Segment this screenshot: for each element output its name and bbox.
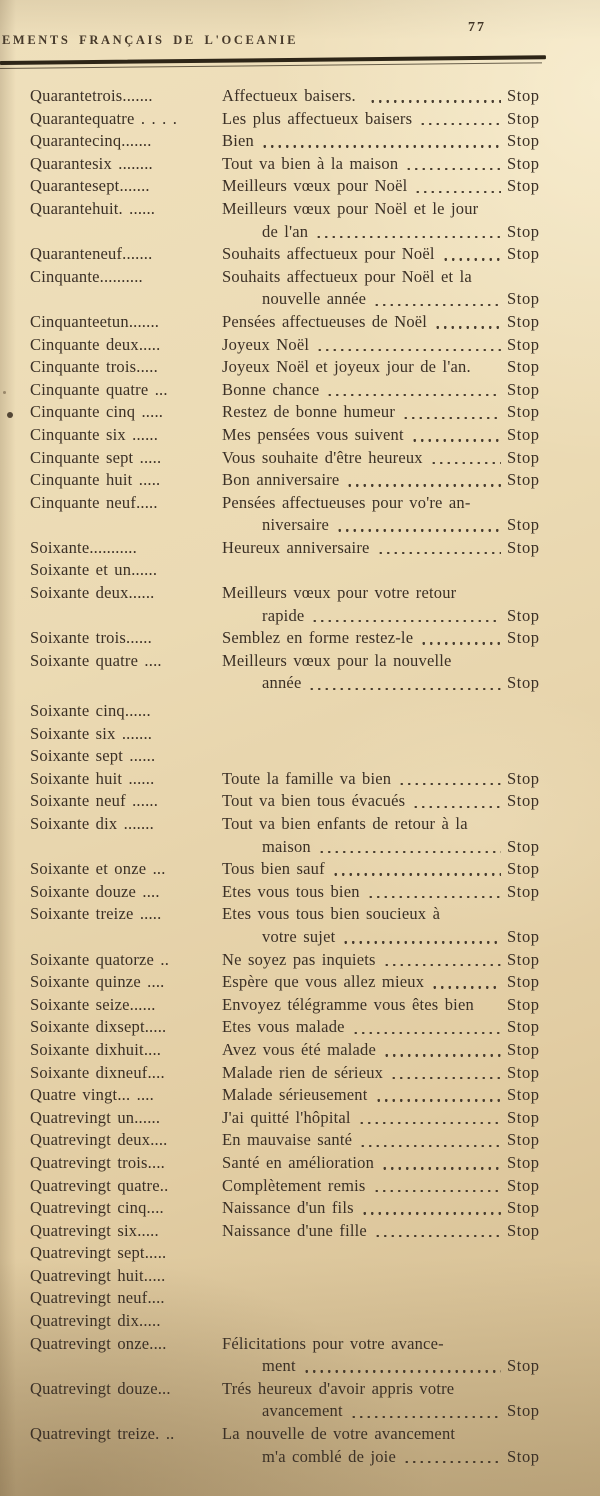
table-row — [30, 583, 552, 606]
message-text: m'a comblé de joie — [262, 1446, 396, 1466]
stop-label: Stop — [507, 1152, 540, 1172]
message-text: Etes vous malade — [222, 1017, 345, 1037]
code-phrase: Quatrevingt huit..... — [30, 1265, 166, 1285]
code-phrase: Quaranteneuf....... — [30, 244, 153, 264]
code-phrase: Quatrevingt trois.... — [30, 1152, 165, 1172]
code-phrase: Soixante et un...... — [30, 560, 158, 580]
stop-label: Stop — [507, 1107, 540, 1127]
table-row — [30, 724, 552, 747]
code-phrase: Quatrevingt douze... — [30, 1378, 171, 1398]
dot-leader — [369, 100, 501, 102]
table-row — [30, 1288, 552, 1311]
table-row — [30, 402, 552, 425]
ink-speck — [7, 412, 13, 418]
table-row-continuation — [30, 606, 552, 629]
table-row — [30, 312, 552, 335]
code-phrase: Soixante six ....... — [30, 723, 153, 743]
stop-label: Stop — [507, 515, 540, 535]
table-row — [30, 109, 552, 132]
code-phrase: Quarantequatre . . . . — [30, 108, 178, 128]
message-text: Etes vous tous bien — [222, 881, 360, 901]
code-phrase: Quarantetrois....... — [30, 86, 153, 105]
code-phrase: Cinquante trois..... — [30, 357, 158, 377]
message-text: avancement — [262, 1401, 343, 1421]
code-phrase: Quatrevingt neuf.... — [30, 1288, 165, 1308]
dot-leader — [326, 394, 501, 396]
code-phrase: Quatrevingt cinq.... — [30, 1198, 164, 1218]
dot-leader — [373, 304, 501, 306]
dot-leader — [420, 642, 501, 644]
stop-label: Stop — [507, 1062, 540, 1082]
table-row-continuation — [30, 927, 552, 950]
message-text: Naissance d'un fils — [222, 1198, 354, 1218]
code-phrase: Quatrevingt un...... — [30, 1107, 161, 1127]
dot-leader — [346, 484, 501, 486]
stop-label: Stop — [507, 244, 540, 264]
message-text: Les plus affectueux baisers — [222, 108, 413, 128]
stop-label: Stop — [507, 836, 540, 856]
stop-label: Stop — [507, 881, 540, 901]
table-row — [30, 882, 552, 905]
code-phrase: Cinquante deux..... — [30, 334, 161, 354]
code-phrase: Soixante neuf ...... — [30, 791, 159, 811]
stop-label: Stop — [507, 176, 540, 196]
table-row — [30, 448, 552, 471]
message-text: votre sujet — [262, 926, 336, 946]
message-text: Tout va bien enfants de retour à la — [222, 814, 468, 833]
ink-speck — [3, 391, 6, 394]
message-text: Restez de bonne humeur — [222, 402, 396, 422]
message-text: Bon anniversaire — [222, 470, 340, 490]
table-row — [30, 425, 552, 448]
message-text: ment — [262, 1356, 296, 1376]
dot-leader — [358, 1122, 501, 1124]
stop-label: Stop — [507, 537, 540, 557]
table-row — [30, 651, 552, 674]
dot-leader — [430, 462, 501, 464]
code-phrase: Cinquante sept ..... — [30, 447, 162, 467]
stop-label: Stop — [507, 791, 540, 811]
dot-leader — [352, 1032, 501, 1034]
table-row — [30, 1243, 552, 1266]
message-text: Naissance d'une fille — [222, 1220, 367, 1240]
message-text: Envoyez télégramme vous êtes bien — [222, 994, 474, 1014]
table-row — [30, 791, 552, 814]
stop-label: Stop — [507, 108, 540, 128]
message-text: nouvelle année — [262, 289, 367, 309]
code-phrase: Quatrevingt quatre.. — [30, 1175, 169, 1195]
message-text: Félicitations pour votre avance- — [222, 1333, 444, 1353]
stop-label: Stop — [507, 859, 540, 879]
table-row — [30, 1221, 552, 1244]
table-row-continuation — [30, 1356, 552, 1379]
stop-label: Stop — [507, 1446, 540, 1466]
message-text: Vous souhaite d'être heureux — [222, 447, 423, 467]
table-row — [30, 470, 552, 493]
message-text: Pensées affectueuses pour vo're an- — [222, 492, 471, 512]
dot-leader — [414, 191, 501, 193]
message-text: Malade sérieusement — [222, 1085, 368, 1105]
table-row — [30, 746, 552, 769]
page-number: 77 — [468, 20, 486, 35]
table-row — [30, 1266, 552, 1289]
stop-label: Stop — [507, 1356, 540, 1376]
dot-leader — [367, 896, 501, 898]
message-text: Santé en amélioration — [222, 1152, 375, 1172]
code-phrase: Quatrevingt deux.... — [30, 1130, 168, 1150]
code-phrase: Cinquante six ...... — [30, 424, 159, 444]
dot-leader — [411, 439, 501, 441]
stop-label: Stop — [507, 86, 540, 105]
message-text: Tous bien sauf — [222, 859, 325, 879]
code-phrase: Quatre vingt... .... — [30, 1085, 154, 1105]
stop-label: Stop — [507, 605, 540, 625]
table-row-continuation — [30, 1401, 552, 1424]
code-phrase: Cinquante huit ..... — [30, 470, 161, 490]
table-row — [30, 701, 552, 724]
dot-leader — [412, 806, 501, 808]
table-row — [30, 1017, 552, 1040]
message-text: Mes pensées vous suivent — [222, 424, 404, 444]
dot-leader — [303, 1370, 501, 1372]
dot-leader — [311, 620, 501, 622]
table-row — [30, 267, 552, 290]
stop-label: Stop — [507, 311, 540, 331]
table-row — [30, 1424, 552, 1447]
table-row — [30, 1063, 552, 1086]
message-text: niversaire — [262, 515, 330, 535]
stop-label: Stop — [507, 1401, 540, 1421]
stop-label: Stop — [507, 131, 540, 151]
message-text: Souhaits affectueux pour Noël — [222, 244, 435, 264]
stop-label: Stop — [507, 1017, 540, 1037]
table-row-continuation — [30, 673, 552, 696]
table-row — [30, 86, 552, 109]
table-row — [30, 493, 552, 516]
code-phrase: Quarantecinq....... — [30, 131, 152, 151]
dot-leader — [434, 326, 501, 328]
table-row-continuation — [30, 515, 552, 538]
message-text: maison — [262, 836, 311, 856]
dot-leader — [383, 1054, 501, 1056]
message-text: La nouvelle de votre avancement — [222, 1424, 456, 1444]
stop-label: Stop — [507, 402, 540, 422]
dot-leader — [316, 349, 501, 351]
code-phrase: Quatrevingt sept..... — [30, 1243, 167, 1263]
table-row — [30, 1108, 552, 1131]
dot-leader — [402, 417, 501, 419]
code-phrase: Soixante et onze ... — [30, 859, 166, 879]
message-text: Meilleurs vœux pour Noël et le jour — [222, 198, 479, 218]
stop-label: Stop — [507, 949, 540, 969]
code-phrase: Cinquante neuf..... — [30, 492, 158, 512]
table-row — [30, 1176, 552, 1199]
code-phrase: Quatrevingt onze.... — [30, 1333, 167, 1353]
code-phrase: Soixante huit ...... — [30, 768, 155, 788]
table-row-continuation — [30, 1447, 552, 1470]
stop-label: Stop — [507, 972, 540, 992]
dot-leader — [373, 1190, 501, 1192]
table-row — [30, 335, 552, 358]
message-text: Souhaits affectueux pour Noël et la — [222, 266, 472, 286]
table-row — [30, 1085, 552, 1108]
message-text: Ne soyez pas inquiets — [222, 949, 376, 969]
message-text: rapide — [262, 605, 305, 625]
message-text: Malade rien de sérieux — [222, 1062, 384, 1082]
table-row — [30, 769, 552, 792]
code-phrase: Soixante douze .... — [30, 881, 160, 901]
running-title: EMENTS FRANÇAIS DE L'OCEANIE — [2, 33, 299, 47]
table-row — [30, 380, 552, 403]
table-row — [30, 199, 552, 222]
dot-leader — [377, 552, 501, 554]
dot-leader — [381, 1167, 501, 1169]
message-text: Heureux anniversaire — [222, 537, 370, 557]
message-text: Meilleurs vœux pour Noël — [222, 176, 408, 196]
dot-leader — [332, 873, 501, 875]
code-phrase: Quarantehuit. ...... — [30, 198, 156, 218]
code-phrase: Soixante dixsept..... — [30, 1017, 167, 1037]
table-row — [30, 538, 552, 561]
table-row — [30, 1153, 552, 1176]
stop-label: Stop — [507, 1220, 540, 1240]
table-row — [30, 904, 552, 927]
dot-leader — [350, 1416, 501, 1418]
code-phrase: Quarantesept....... — [30, 176, 150, 196]
table-row — [30, 1334, 552, 1357]
table-row — [30, 628, 552, 651]
message-text: Pensées affectueuses de Noël — [222, 311, 428, 331]
message-text: Toute la famille va bien — [222, 768, 392, 788]
message-text: de l'an — [262, 221, 309, 241]
code-phrase: Quatrevingt dix..... — [30, 1311, 161, 1331]
message-text: J'ai quitté l'hôpital — [222, 1107, 351, 1127]
stop-label: Stop — [507, 1085, 540, 1105]
stop-label: Stop — [507, 470, 540, 490]
table-row-continuation — [30, 289, 552, 312]
message-text: Etes vous tous bien soucieux à — [222, 904, 441, 924]
stop-label: Stop — [507, 994, 540, 1014]
code-phrase: Soixante........... — [30, 537, 137, 557]
stop-label: Stop — [507, 673, 540, 693]
dot-leader — [442, 258, 501, 260]
message-text: année — [262, 673, 302, 693]
code-phrase: Soixante deux...... — [30, 583, 155, 603]
stop-label: Stop — [507, 628, 540, 648]
code-phrase: Quatrevingt six..... — [30, 1220, 159, 1240]
message-text: Complètement remis — [222, 1175, 366, 1195]
table-row — [30, 154, 552, 177]
dot-leader — [318, 851, 501, 853]
code-phrase: Cinquante.......... — [30, 266, 143, 286]
code-phrase: Soixante sept ...... — [30, 746, 156, 766]
stop-label: Stop — [507, 926, 540, 946]
dot-leader — [398, 783, 501, 785]
message-text: Tout va bien tous évacués — [222, 791, 406, 811]
table-row — [30, 859, 552, 882]
table-row — [30, 560, 552, 583]
table-row — [30, 131, 552, 154]
table-row — [30, 995, 552, 1018]
code-phrase: Soixante dixhuit.... — [30, 1039, 162, 1059]
code-phrase: Quatrevingt treize. .. — [30, 1424, 175, 1444]
table-row — [30, 244, 552, 267]
table-row — [30, 950, 552, 973]
message-text: En mauvaise santé — [222, 1130, 353, 1150]
dot-leader — [431, 986, 501, 988]
telegraph-code-table — [30, 86, 552, 1469]
table-row — [30, 814, 552, 837]
stop-label: Stop — [507, 357, 540, 377]
message-text: Affectueux baisers. — [222, 86, 363, 105]
message-text: Trés heureux d'avoir appris votre — [222, 1378, 455, 1398]
code-phrase: Soixante quatorze .. — [30, 949, 170, 969]
table-row — [30, 357, 552, 380]
dot-leader — [403, 1461, 501, 1463]
message-text: Espère que vous allez mieux — [222, 972, 425, 992]
code-phrase: Soixante cinq...... — [30, 701, 151, 721]
table-row — [30, 972, 552, 995]
stop-label: Stop — [507, 1130, 540, 1150]
stop-label: Stop — [507, 1175, 540, 1195]
stop-label: Stop — [507, 379, 540, 399]
dot-leader — [261, 145, 501, 147]
stop-label: Stop — [507, 1039, 540, 1059]
stop-label: Stop — [507, 447, 540, 467]
dot-leader — [390, 1077, 501, 1079]
code-phrase: Soixante quatre .... — [30, 650, 162, 670]
table-row — [30, 176, 552, 199]
dot-leader — [383, 964, 501, 966]
code-phrase: Quarantesix ........ — [30, 153, 153, 173]
table-row — [30, 1311, 552, 1334]
stop-label: Stop — [507, 334, 540, 354]
table-row-continuation — [30, 222, 552, 245]
message-text: Avez vous été malade — [222, 1039, 377, 1059]
dot-leader — [359, 1145, 501, 1147]
message-text: Bonne chance — [222, 379, 320, 399]
dot-leader — [315, 236, 501, 238]
message-text: Meilleurs vœux pour la nouvelle — [222, 650, 452, 670]
table-row — [30, 1379, 552, 1402]
dot-leader — [308, 688, 501, 690]
stop-label: Stop — [507, 424, 540, 444]
message-text: Joyeux Noël et joyeux jour de l'an. — [222, 357, 471, 377]
code-phrase: Cinquante quatre ... — [30, 379, 168, 399]
code-phrase: Cinquante cinq ..... — [30, 402, 164, 422]
dot-leader — [374, 1235, 501, 1237]
message-text: Semblez en forme restez-le — [222, 628, 414, 648]
dot-leader — [419, 123, 501, 125]
message-text: Joyeux Noël — [222, 334, 310, 354]
message-text: Meilleurs vœux pour votre retour — [222, 583, 457, 603]
dot-leader — [342, 941, 501, 943]
stop-label: Stop — [507, 153, 540, 173]
table-row — [30, 1198, 552, 1221]
code-phrase: Soixante quinze .... — [30, 972, 165, 992]
code-phrase: Soixante seize...... — [30, 994, 156, 1014]
code-phrase: Soixante dix ....... — [30, 814, 154, 833]
code-phrase: Soixante dixneuf.... — [30, 1062, 165, 1082]
dot-leader — [361, 1212, 501, 1214]
table-row — [30, 1040, 552, 1063]
code-phrase: Soixante treize ..... — [30, 904, 162, 924]
message-text: Tout va bien à la maison — [222, 153, 399, 173]
stop-label: Stop — [507, 768, 540, 788]
stop-label: Stop — [507, 1198, 540, 1218]
dot-leader — [375, 1099, 501, 1101]
message-text: Bien — [222, 131, 254, 151]
stop-label: Stop — [507, 289, 540, 309]
code-phrase: Cinquanteetun....... — [30, 311, 160, 331]
dot-leader — [405, 168, 501, 170]
table-row — [30, 1130, 552, 1153]
stop-label: Stop — [507, 221, 540, 241]
code-phrase: Soixante trois...... — [30, 628, 152, 648]
table-row-continuation — [30, 837, 552, 860]
dot-leader — [336, 529, 501, 531]
